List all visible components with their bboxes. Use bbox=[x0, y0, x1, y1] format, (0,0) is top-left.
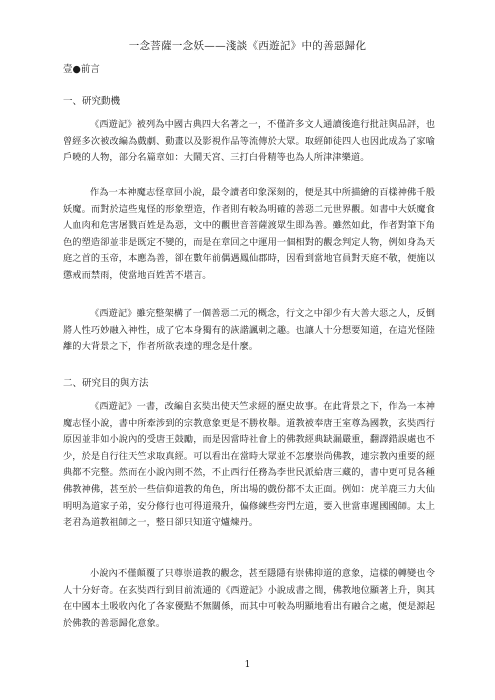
paragraph: 《西遊記》被列為中國古典四大名著之一，不僅許多文人通讀後進行批註與品評，也曾經多次被改編為戲劇、動畫以及影視作品等流傳於大眾。取經師徒四人也因此成為了家喻戶曉的人物，部分名篇章如：大鬧天宮、三打白骨精等也為人所津津樂道。 bbox=[63, 119, 435, 164]
paragraph: 作為一本神魔志怪章回小說，最令讀者印象深刻的，便是其中所描繪的百樣神佛千般妖魔。而對於這些鬼怪的形象塑造，作者則有較為明確的善惡二元世界觀。如書中大妖魔食人血肉和危害屠戮百姓是為惡，文中的觀世音菩薩渡眾生即為善。雖然如此，作者對筆下角色的塑造卻並非是既定不變的，而是在章回之中運用一個相對的觀念判定人物，例如身為天庭之首的玉帝，本應為善，卻在數年前偶遇鳳仙郡時，因看到當地官員對天庭不敬，便施以懲戒而禁雨，使當地百姓苦不堪言。 bbox=[63, 187, 435, 281]
subsection-heading-motivation: 一、研究動機 bbox=[63, 96, 121, 107]
paragraph: 小說內不僅顛覆了只尊崇道教的觀念，甚至隱隱有崇佛抑道的意象，這樣的轉變也令人十分好奇。在玄奘西行到目前流通的《西遊記》小說成書之間，佛教地位顯著上升，與其在中國本土吸收內化了各家優點不無關係，而其中可較為明顯地看出有融合之處，便是源起於佛教的善惡歸化意象。 bbox=[63, 568, 435, 629]
paragraph: 《西遊記》一書，改編自玄奘出使天竺求經的歷史故事。在此背景之下，作為一本神魔志怪小說，書中所牽涉到的宗教意象更是不勝枚舉。道教被奉唐王室尊為國教，玄奘西行原因並非如小說內的受唐王鼓勵，而是因當時社會上的佛教經典缺漏嚴重，翻譯錯誤處也不少，於是自行往天竺求取真經。可以看出在當時大眾並不怎麼崇尚佛教，連宗教內重要的經典都不完整。然而在小說內則不然，不止西行任務為李世民派給唐三藏的，書中更可見各種佛教神佛，甚至於一些信仰道教的角色，所出場的戲份都不太正面。例如：虎羊鹿三力大仙明明為道家子弟，安分修行也可得道飛升，偏修練些旁門左道，要入世當車遲國國師。太上老君為道教祖師之一，整日卻只知道守爐煉丹。 bbox=[63, 401, 435, 529]
page-number: 1 bbox=[244, 660, 251, 670]
document-title: 一念菩薩一念妖——淺談《西遊記》中的善惡歸化 bbox=[128, 40, 367, 52]
subsection-heading-purpose-method: 二、研究目的與方法 bbox=[63, 378, 149, 389]
section-heading: 壹●前言 bbox=[63, 64, 100, 75]
paragraph: 《西遊記》雖完整架構了一個善惡二元的概念，行文之中卻少有大善大惡之人，反倒將人性巧妙融入神性，成了它本身獨有的詼諧諷刺之趣。也讓人十分想要知道，在這光怪陸離的大背景之下，作者所欲表達的理念是什麼。 bbox=[63, 308, 435, 353]
